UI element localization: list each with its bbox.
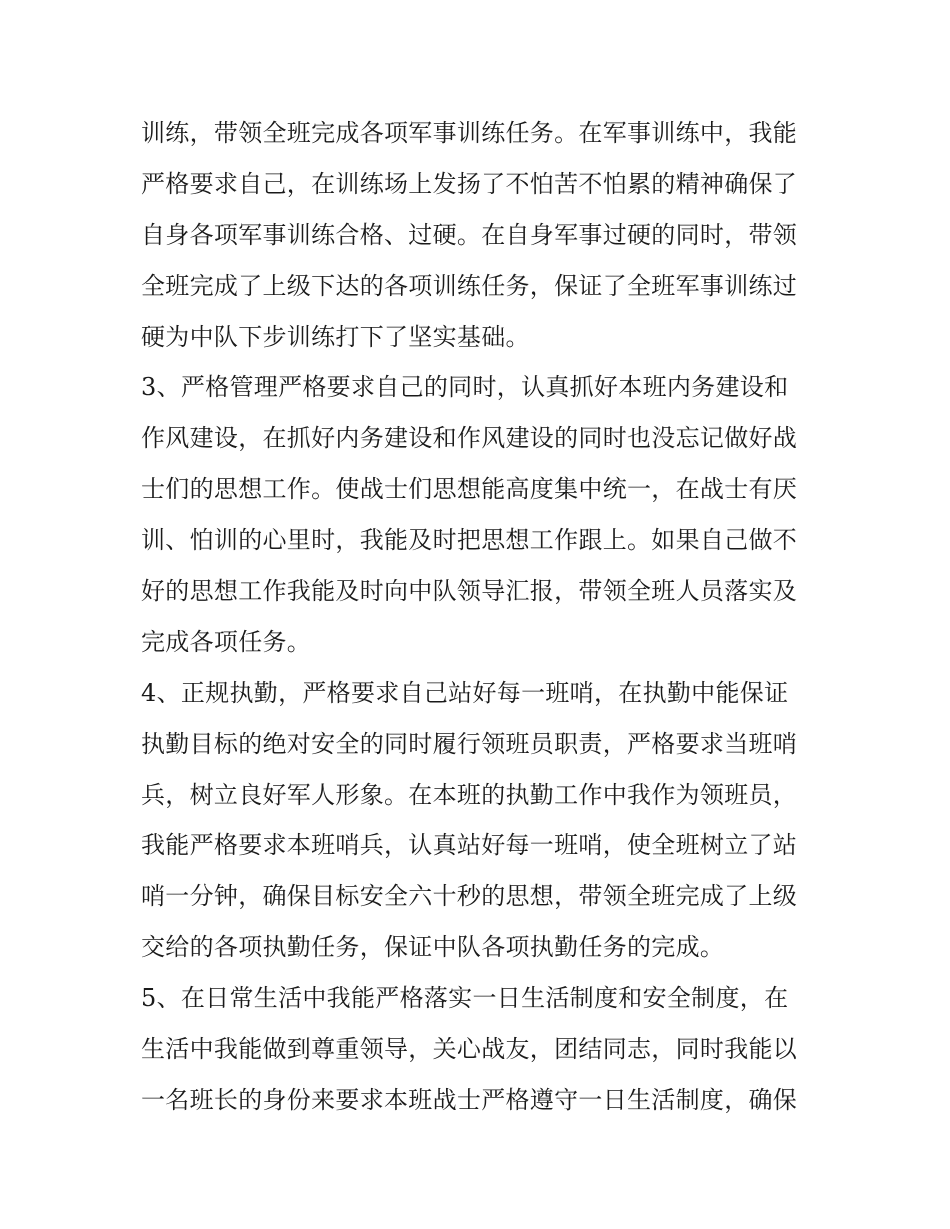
text-line: 完成各项任务。 [141, 627, 312, 656]
document-body [141, 108, 821, 1126]
text-line: 严格要求自己，在训练场上发扬了不怕苦不怕累的精神确保了 [141, 169, 798, 198]
text-line: 交给的各项执勤任务，保证中队各项执勤任务的完成。 [141, 933, 725, 962]
text-line: 5、在日常生活中我能严格落实一日生活制度和安全制度，在 [141, 984, 789, 1013]
text-line: 好的思想工作我能及时向中队领导汇报，带领全班人员落实及 [141, 577, 798, 606]
text-line: 自身各项军事训练合格、过硬。在自身军事过硬的同时，带领 [141, 220, 798, 249]
text-line: 训、怕训的心里时，我能及时把思想工作跟上。如果自己做不 [141, 526, 798, 555]
text-line: 士们的思想工作。使战士们思想能高度集中统一，在战士有厌 [141, 475, 798, 504]
text-line: 执勤目标的绝对安全的同时履行领班员职责，严格要求当班哨 [141, 729, 798, 758]
text-line: 我能严格要求本班哨兵，认真站好每一班哨，使全班树立了站 [141, 831, 798, 860]
text-line: 一名班长的身份来要求本班战士严格遵守一日生活制度，确保 [141, 1085, 798, 1114]
text-line: 生活中我能做到尊重领导，关心战友，团结同志，同时我能以 [141, 1035, 798, 1064]
text-line: 训练，带领全班完成各项军事训练任务。在军事训练中，我能 [141, 119, 798, 147]
text-line: 兵，树立良好军人形象。在本班的执勤工作中我作为领班员， [141, 780, 798, 809]
text-line: 硬为中队下步训练打下了坚实基础。 [141, 322, 530, 351]
text-line: 作风建设，在抓好内务建设和作风建设的同时也没忘记做好战 [141, 424, 798, 453]
text-line: 4、正规执勤，严格要求自己站好每一班哨，在执勤中能保证 [141, 678, 789, 707]
text-line: 3、严格管理严格要求自己的同时，认真抓好本班内务建设和 [141, 373, 789, 402]
text-line: 全班完成了上级下达的各项训练任务，保证了全班军事训练过 [141, 271, 798, 300]
text-line: 哨一分钟，确保目标安全六十秒的思想，带领全班完成了上级 [141, 882, 798, 911]
